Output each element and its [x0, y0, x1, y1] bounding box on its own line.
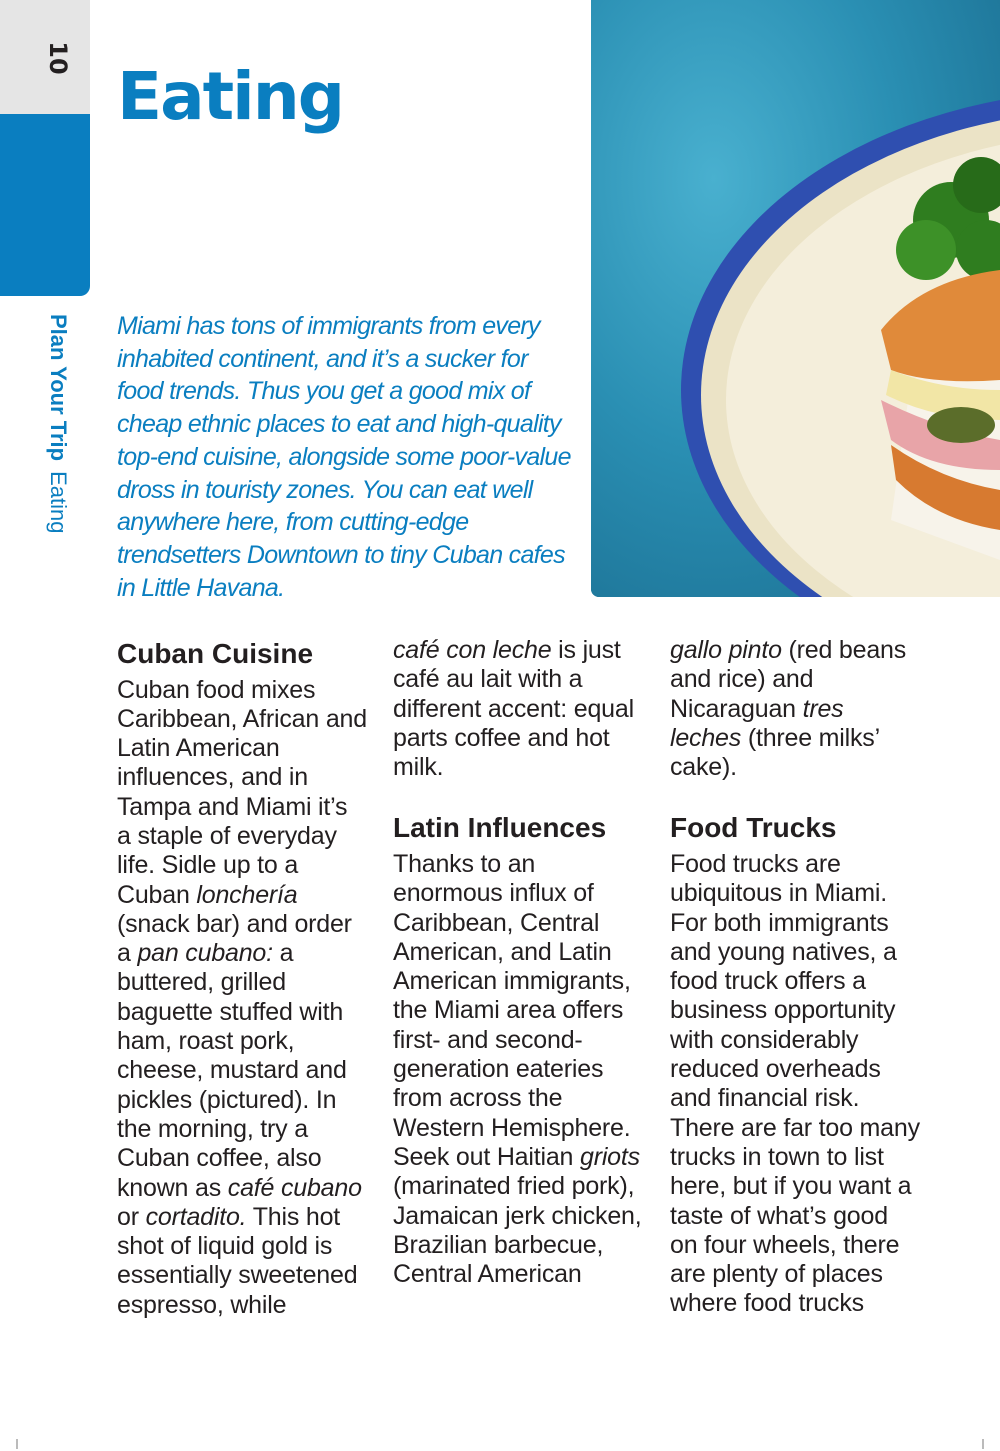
crop-mark	[982, 1439, 984, 1449]
cuban-cuisine-text: Cuban food mixes Caribbean, African and Latin American influences, and in Tampa and Miami it’s a staple of everyday life. Sidle up to a Cuban lonchería (snack bar) and order a pan cubano: a buttered, grilled baguette stuffed with ham, roast pork, cheese, mustard and pickles (pictured). In the morning, try a Cuban coffee, also known as café cubano or cortadito. This hot shot of liquid gold is essentially sweetened espresso, while	[117, 675, 367, 1319]
cuban-sandwich-icon	[591, 0, 1000, 597]
running-header	[45, 314, 71, 534]
side-tab-grey	[0, 0, 90, 114]
latin-influences-text-continued: gallo pinto (red beans and rice) and Nicaraguan tres leches (three milks’ cake).	[670, 636, 907, 782]
running-header-subsection: Eating	[46, 471, 71, 534]
page-number: 10	[44, 41, 72, 75]
column-3	[670, 636, 920, 1319]
heading-latin-influences: Latin Influences	[393, 812, 607, 844]
side-tab-blue	[0, 114, 90, 296]
page-title: Eating	[117, 58, 344, 135]
cuban-cuisine-text-continued: café con leche is just café au lait with a different accent: equal parts coffee and hot milk.	[393, 636, 634, 782]
heading-food-trucks: Food Trucks	[670, 812, 837, 844]
food-trucks-text: Food trucks are ubiquitous in Miami. For both immigrants and young natives, a food truck offers a business opportunity with considerably reduced overheads and financial risk. There are far too many trucks in town to list here, but if you want a taste of what’s good on four wheels, there are plenty of places where food trucks	[670, 849, 920, 1318]
crop-mark	[16, 1439, 18, 1449]
column-1	[117, 636, 367, 1320]
cuban-sandwich-photo	[591, 0, 1000, 597]
column-2	[393, 636, 643, 1289]
heading-cuban-cuisine: Cuban Cuisine	[117, 638, 314, 669]
running-header-section: Plan Your Trip	[46, 314, 71, 462]
intro-text: Miami has tons of immigrants from every inhabited continent, and it’s a sucker for food trends. Thus you get a good mix of cheap ethnic places to eat and high-quality top-end cuisine, alongside some poor-value dross in touristy zones. You can eat well anywhere here, from cutting-edge trendsetters Downtown to tiny Cuban cafes in Little Havana.	[117, 312, 571, 602]
latin-influences-text: Thanks to an enormous influx of Caribbean, Central American, and Latin American immigrants, the Miami area offers first- and second-generation eateries from across the Western Hemisphere. Seek out Haitian griots (marinated fried pork), Jamaican jerk chicken, Brazilian barbecue, Central American	[393, 849, 642, 1289]
